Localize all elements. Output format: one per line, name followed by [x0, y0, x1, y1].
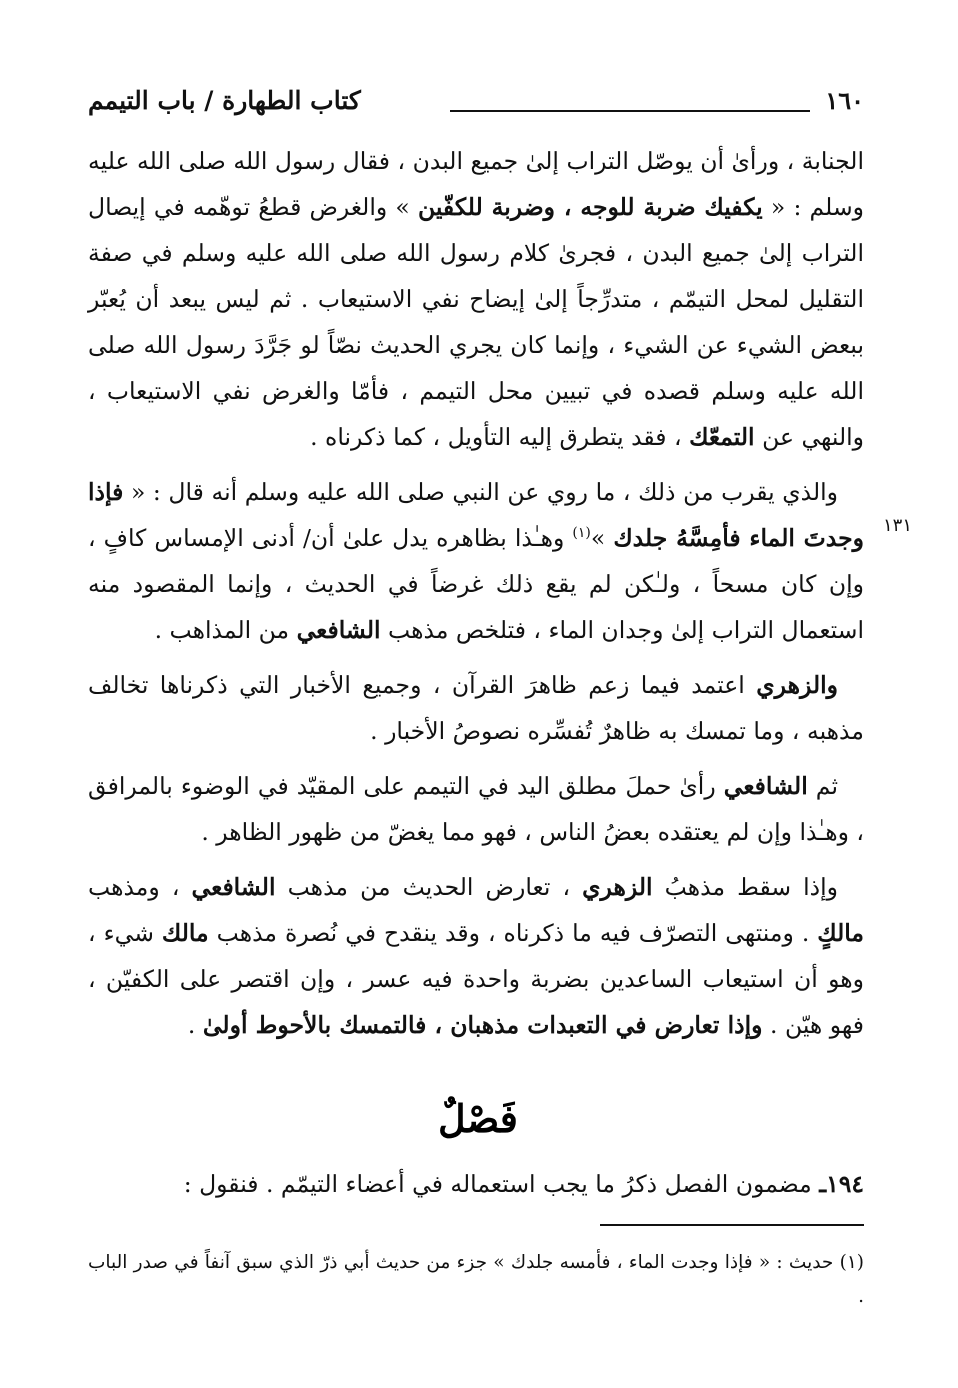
page-header	[88, 86, 864, 128]
running-title: كتاب الطهارة / باب التيمم	[88, 86, 361, 115]
text-run: شيء ، وهو أن استيعاب الساعدين بضربة واحدة فيه عسر ، وإن اقتصر على الكفيّن ، فهو هيّن .	[88, 919, 864, 1039]
bold-name: الشافعي	[191, 873, 276, 901]
bold-term: التمعّك	[689, 423, 755, 451]
paragraph-3	[88, 662, 864, 754]
text-run: الجنابة ، ورأىٰ أن يوصّل التراب إلىٰ جميع البدن ، فقال رسول الله صلى الله عليه وسلم : «	[88, 147, 864, 221]
text-run: رأىٰ حملَ مطلق اليد في التيمم على المقيّد في الوضوء بالمرافق ، وهـٰذا وإن لم يعتقده بعضُ الناس ، فهو مما يغضّ من ظهور الظاهر .	[88, 772, 864, 846]
text-run: »	[590, 524, 614, 552]
bold-name: مالك	[161, 919, 209, 947]
text-run: وإذا سقط مذهبُ	[652, 873, 838, 901]
text-run: ثم	[807, 772, 838, 800]
paragraph-5	[88, 864, 864, 1048]
main-text	[88, 138, 864, 1057]
footnote-text: حديث : « فإذا وجدت الماء ، فأمسه جلدك » جزء من حديث أبي ذرّ الذي سبق آنفاً في صدر الباب .	[88, 1252, 864, 1307]
text-run: اعتمد فيما زعم ظاهرَ القرآن ، وجميع الأخبار التي ذكرناها تخالف مذهبه ، وما تمسك به ظاهرٌ تُفسِّره نصوصُ الأخبار .	[88, 671, 864, 745]
bold-name: الشافعي	[723, 772, 808, 800]
bold-name: والزهري	[756, 671, 838, 699]
item-text: مضمون الفصل ذكرُ ما يجب استعماله في أعضاء التيمّم . فنقول :	[183, 1170, 820, 1198]
text-run: وهـٰذا بظاهره يدل علىٰ أن/ أدنى الإمساس كافٍ ، وإن كان مسحاً ، ولـٰكن لم يقع ذلك غرضاً في الحديث ، وإنما المقصود منه استعمال التراب إلىٰ وجدان الماء ، فتلخص مذهب	[88, 524, 864, 644]
bold-name: مالكٍ	[817, 919, 864, 947]
paragraph-4	[88, 763, 864, 855]
fasl-ornament	[418, 1084, 538, 1154]
footnote-reference[interactable]: (١)	[572, 525, 591, 542]
text-run: من المذاهب .	[154, 616, 297, 644]
bold-name: الزهري	[582, 873, 653, 901]
bold-name: الشافعي	[296, 616, 381, 644]
bold-conclusion: وإذا تعارض في التعبدات مذهبان ، فالتمسك بالأحوط أولىٰ	[202, 1011, 763, 1039]
paragraph-2	[88, 469, 864, 653]
hadith-quote: فإذا وجدتَ الماء فأمِسَّهُ جلدك	[88, 478, 864, 552]
paragraph-1	[88, 138, 864, 460]
text-run: ، ومذهب	[88, 873, 192, 901]
text-run: ، تعارض الحديث من مذهب	[275, 873, 583, 901]
hadith-quote: يكفيك ضربة للوجه ، وضربة للكفّين	[417, 193, 763, 221]
text-run: والذي يقرب من ذلك ، ما روي عن النبي صلى الله عليه وسلم أنه قال : «	[123, 478, 838, 506]
text-run: . ومنتهى التصرّف فيه ما ذكرناه ، وقد ينقدح في نُصرة مذهب	[208, 919, 818, 947]
header-rule	[450, 110, 810, 112]
footnote-number: (١)	[839, 1252, 864, 1273]
section-item	[88, 1164, 864, 1204]
fasl-calligraphy: فَصْلٌ	[438, 1096, 518, 1141]
margin-page-reference: ١٣١	[882, 515, 912, 536]
footnote-separator	[600, 1224, 864, 1226]
footnote	[88, 1246, 864, 1314]
text-run: .	[187, 1011, 203, 1039]
item-number: ١٩٤ـ	[819, 1170, 864, 1198]
text-run: » والغرض قطعُ توهّمه في إيصال التراب إلىٰ جميع البدن ، فجرىٰ كلام رسول الله صلى الله عليه وسلم في صفة التقليل لمحل التيمّم ، متدرِّجاً إلىٰ إيضاح نفي الاستيعاب . ثم ليس يبعد أن يُعبّر ببعض الشيء عن الشيء ، وإنما كان يجري الحديث نصّاً لو جَرَّدَ رسول الله صلى الله عليه وسلم قصده في تبيين محل التيمم ، فأمّا والغرض نفي الاستيعاب ، والنهي عن	[88, 193, 864, 451]
text-run: ، فقد يتطرق إليه التأويل ، كما ذكرناه .	[310, 423, 690, 451]
page-number: ١٦٠	[825, 86, 864, 115]
